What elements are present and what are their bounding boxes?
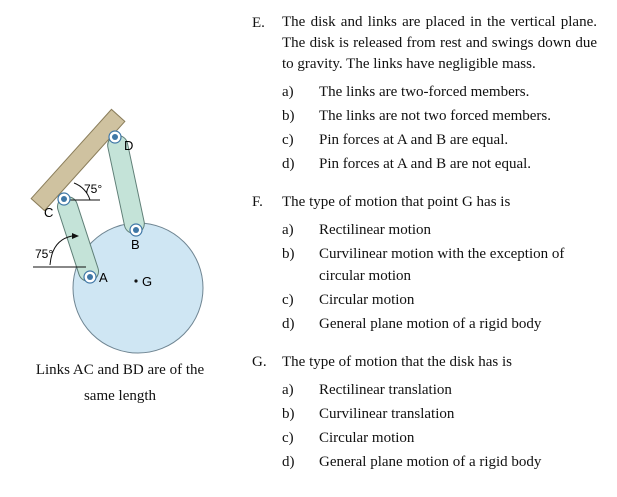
- option: [282, 289, 597, 311]
- link-ac: [55, 194, 101, 284]
- option-text: Rectilinear translation: [319, 382, 452, 398]
- label-angle-top: 75°: [84, 182, 103, 196]
- label-c: C: [44, 205, 54, 220]
- option-letter: b): [282, 246, 295, 262]
- question-stem: The type of motion that the disk has is: [282, 354, 512, 370]
- option: [282, 243, 597, 287]
- option-text: Pin forces at A and B are not equal.: [319, 156, 532, 172]
- option-letter: d): [282, 454, 295, 470]
- option: [282, 403, 597, 425]
- option-letter: b): [282, 108, 295, 124]
- option-letter: d): [282, 316, 295, 332]
- option: [282, 427, 597, 449]
- option-text: General plane motion of a rigid body: [319, 454, 542, 470]
- option-letter: a): [282, 382, 294, 398]
- option-letter: a): [282, 222, 294, 238]
- option-letter: d): [282, 156, 295, 172]
- option-text: Curvilinear motion with the exception of circular motion: [319, 246, 565, 284]
- question-f: [252, 191, 597, 335]
- option-text: The links are not two forced members.: [319, 108, 552, 124]
- option-text: Pin forces at A and B are equal.: [319, 132, 509, 148]
- pin-d: [109, 131, 121, 143]
- option-text: Circular motion: [319, 430, 415, 446]
- label-d: D: [124, 138, 134, 153]
- caption-line-2: same length: [83, 388, 157, 404]
- question-letter: F.: [252, 194, 263, 210]
- question-letter: G.: [252, 354, 267, 370]
- caption-line-1: Links AC and BD are of the: [35, 362, 205, 378]
- pin-a: [84, 271, 96, 283]
- question-letter: E.: [252, 15, 265, 31]
- option: [282, 81, 597, 103]
- pin-b: [130, 224, 142, 236]
- label-g: G: [142, 274, 153, 289]
- option-letter: b): [282, 406, 295, 422]
- option-letter: c): [282, 430, 294, 446]
- pin-c: [58, 193, 70, 205]
- option-letter: c): [282, 132, 294, 148]
- option: [282, 153, 597, 175]
- option-text: General plane motion of a rigid body: [319, 316, 542, 332]
- label-a: A: [99, 270, 108, 285]
- option-letter: c): [282, 292, 294, 308]
- option-text: Curvilinear translation: [319, 406, 455, 422]
- question-e: [252, 12, 597, 175]
- option: [282, 313, 597, 335]
- option-text: Rectilinear motion: [319, 222, 432, 238]
- center-g-dot: [134, 279, 137, 282]
- option-text: The links are two-forced members.: [319, 84, 530, 100]
- mechanism-figure: [0, 0, 245, 360]
- question-stem: The disk and links are placed in the vertical plane. The disk is released from rest and swings down due to gravity. The links have negligible mass.: [282, 14, 597, 72]
- label-angle-left: 75°: [35, 247, 54, 261]
- option: [282, 451, 597, 473]
- question-g: [252, 351, 597, 473]
- questions: [252, 12, 597, 475]
- option: [282, 105, 597, 127]
- label-b: B: [131, 237, 140, 252]
- option: [282, 219, 597, 241]
- option: [282, 379, 597, 401]
- question-stem: The type of motion that point G has is: [282, 194, 511, 210]
- option-text: Circular motion: [319, 292, 415, 308]
- figure-caption: [10, 357, 230, 409]
- option: [282, 129, 597, 151]
- option-letter: a): [282, 84, 294, 100]
